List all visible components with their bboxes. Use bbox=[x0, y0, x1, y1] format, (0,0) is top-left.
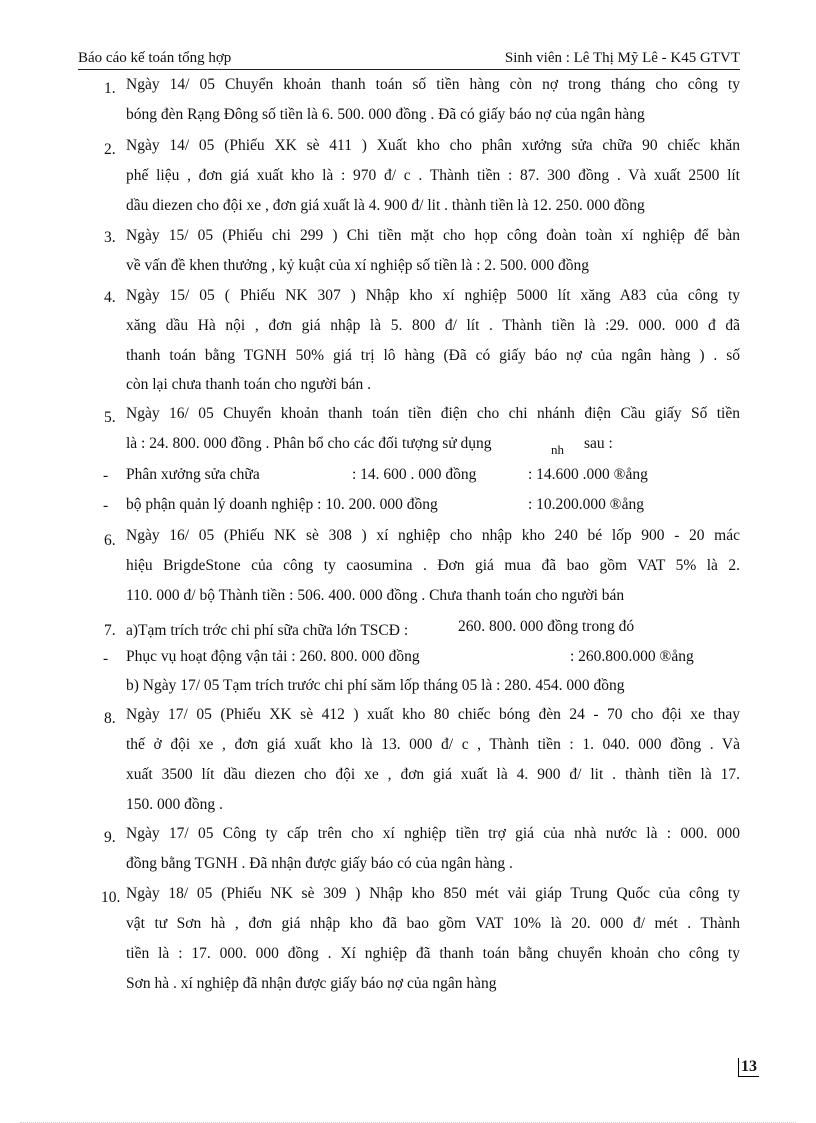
item-number: 3. bbox=[104, 229, 116, 246]
item-line: còn lại chưa thanh toán cho người bán . bbox=[126, 376, 371, 393]
item-number: 9. bbox=[104, 829, 116, 846]
item-line-end: sau : bbox=[584, 435, 613, 452]
item-number: 7. bbox=[104, 622, 116, 639]
item7-sub-label: Phục vụ hoạt động vận tải : 260. 800. 000 đồng bbox=[126, 648, 420, 665]
item-line: hiệu BrigdeStone của công ty caosumina . Đơn giá mua đã bao gồm VAT 5% là 2. bbox=[126, 557, 740, 574]
item-number: 1. bbox=[104, 80, 116, 97]
item-line: Sơn hà . xí nghiệp đã nhận được giấy báo nợ của ngân hàng bbox=[126, 975, 497, 992]
item-line: đồng bằng TGNH . Đã nhận được giấy báo có của ngân hàng . bbox=[126, 855, 513, 872]
dash-bullet: - bbox=[103, 467, 109, 484]
page-number: 13 bbox=[738, 1058, 759, 1077]
item-line: tiền là : 17. 000. 000 đồng . Xí nghiệp đã thanh toán bằng chuyển khoản cho công ty bbox=[126, 945, 740, 962]
item-number: 8. bbox=[104, 710, 116, 727]
item-line: xuất 3500 lít dầu diezen cho đội xe , đơn giá xuất là 4. 900 đ/ lit . thành tiền là 17. bbox=[126, 766, 740, 783]
item-line-subscript: nh bbox=[551, 442, 564, 457]
item-line: bóng đèn Rạng Đông số tiền là 6. 500. 000 đồng . Đã có giấy báo nợ của ngân hàng bbox=[126, 106, 645, 123]
item-line: Ngày 17/ 05 (Phiếu XK sè 412 ) xuất kho 80 chiếc bóng đèn 24 - 70 cho đội xe thay bbox=[126, 706, 740, 723]
item-number: 2. bbox=[104, 141, 116, 158]
item-line: Ngày 14/ 05 (Phiếu XK sè 411 ) Xuất kho cho phân xưởng sửa chữa 90 chiếc khăn bbox=[126, 137, 740, 154]
item-line: Ngày 16/ 05 Chuyển khoản thanh toán tiền điện cho chi nhánh điện Cầu giấy Số tiền bbox=[126, 405, 740, 422]
item7-a-amount: 260. 800. 000 đồng trong đó bbox=[458, 618, 635, 635]
header-right-author: Sinh viên : Lê Thị Mỹ Lê - K45 GTVT bbox=[504, 50, 740, 66]
alloc-label: bộ phận quản lý doanh nghiệp : 10. 200. 000 đồng bbox=[126, 496, 438, 513]
item-line: xăng dầu Hà nội , đơn giá nhập là 5. 800 đ/ lít . Thành tiền là :29. 000. 000 đ đã bbox=[126, 317, 740, 334]
alloc-amount-repeat: : 10.200.000 ®ång bbox=[528, 496, 644, 513]
item-line: dầu diezen cho đội xe , đơn giá xuất là 4. 900 đ/ lit . thành tiền là 12. 250. 000 đồng bbox=[126, 197, 645, 214]
item-line: Ngày 18/ 05 (Phiếu NK sè 309 ) Nhập kho 850 mét vải giáp Trung Quốc của công ty bbox=[126, 885, 740, 902]
item7-a-text: a)Tạm trích trớc chi phí sữa chữa lớn TSCĐ : bbox=[126, 622, 409, 639]
header-left-title: Báo cáo kế toán tổng hợp bbox=[78, 50, 232, 66]
item7-sub-repeat: : 260.800.000 ®ång bbox=[570, 648, 694, 665]
dash-bullet: - bbox=[103, 650, 109, 667]
item-number: 4. bbox=[104, 289, 116, 306]
item-line: Ngày 14/ 05 Chuyển khoản thanh toán số tiền hàng còn nợ trong tháng cho công ty bbox=[126, 76, 740, 93]
item-line: Ngày 16/ 05 (Phiếu NK sè 308 ) xí nghiệp cho nhập kho 240 bé lốp 900 - 20 mác bbox=[126, 527, 740, 544]
item-number: 6. bbox=[104, 532, 116, 549]
item-line: là : 24. 800. 000 đồng . Phân bổ cho các đối tượng sử dụng bbox=[126, 435, 492, 452]
alloc-amount: : 14. 600 . 000 đồng bbox=[352, 466, 477, 483]
item-line: về vấn đề khen thưởng , kỷ kuật của xí nghiệp số tiền là : 2. 500. 000 đồng bbox=[126, 257, 590, 274]
alloc-label: Phân xưởng sửa chữa bbox=[126, 466, 260, 483]
item-number: 10. bbox=[101, 889, 121, 906]
item-line: Ngày 15/ 05 ( Phiếu NK 307 ) Nhập kho xí nghiệp 5000 lít xăng A83 của công ty bbox=[126, 287, 740, 304]
item-number: 5. bbox=[104, 409, 116, 426]
page-header bbox=[78, 50, 740, 70]
item-line: 150. 000 đồng . bbox=[126, 796, 223, 813]
item-line: vật tư Sơn hà , đơn giá nhập kho đã bao gồm VAT 10% là 20. 000 đ/ mét . Thành bbox=[126, 915, 740, 932]
item-line: thanh toán bằng TGNH 50% giá trị lô hàng (Đã có giấy báo nợ của ngân hàng ) . số bbox=[126, 347, 740, 364]
item-line: 110. 000 đ/ bộ Thành tiền : 506. 400. 000 đồng . Chưa thanh toán cho người bán bbox=[126, 587, 625, 604]
item-line: Ngày 17/ 05 Công ty cấp trên cho xí nghiệp tiền trợ giá của nhà nước là : 000. 000 bbox=[126, 825, 740, 842]
item7-b-text: b) Ngày 17/ 05 Tạm trích trước chi phí săm lốp tháng 05 là : 280. 454. 000 đồng bbox=[126, 677, 625, 694]
alloc-amount-repeat: : 14.600 .000 ®ång bbox=[528, 466, 648, 483]
item-line: phế liệu , đơn giá xuất kho là : 970 đ/ c . Thành tiền : 87. 300 đồng . Và xuất 2500 lít bbox=[126, 167, 740, 184]
item-line: thế ở đội xe , đơn giá xuất kho là 13. 000 đ/ c , Thành tiền : 1. 040. 000 đồng . Và bbox=[126, 736, 740, 753]
dash-bullet: - bbox=[103, 497, 109, 514]
item-line: Ngày 15/ 05 (Phiếu chi 299 ) Chi tiền mặt cho họp công đoàn toàn xí nghiệp để bàn bbox=[126, 227, 740, 244]
